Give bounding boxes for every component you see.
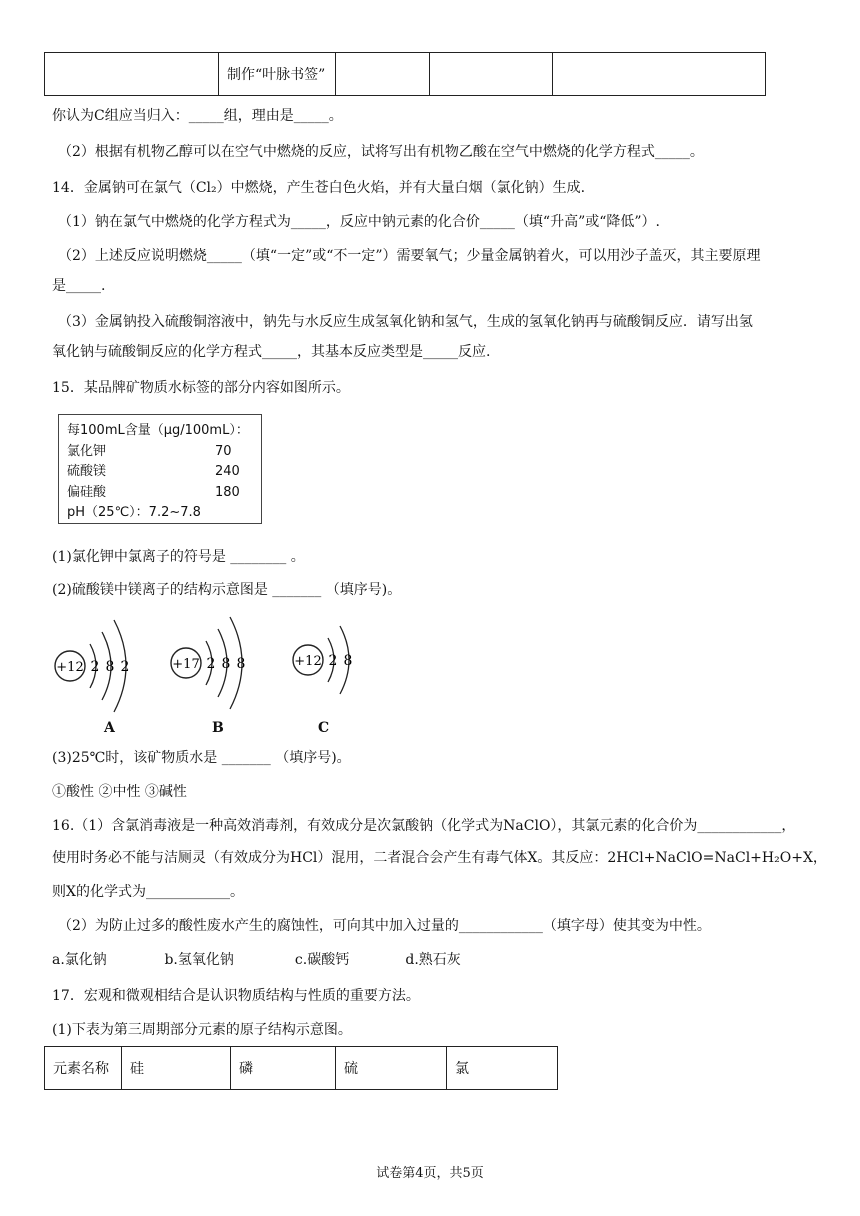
shell-electrons: 2 <box>328 653 338 669</box>
question-line: 氧化钠与硫酸铜反应的化学方程式_____，其基本反应类型是_____反应. <box>52 344 491 360</box>
option-b: b.氢氧化钠 <box>164 952 234 968</box>
label-header: 每100mL含量（μg/100mL）： <box>67 423 249 438</box>
label-item-value: 180 <box>215 484 240 500</box>
option-a: a.氯化钠 <box>52 952 107 968</box>
question-line: （1）钠在氯气中燃烧的化学方程式为_____，反应中钠元素的化合价_____（填“升高”或“降低”）. <box>58 214 660 230</box>
question-line: (1)下表为第三周期部分元素的原子结构示意图。 <box>52 1022 352 1038</box>
label-ph: pH（25℃）：7.2~7.8 <box>67 505 201 520</box>
top-table <box>44 52 766 96</box>
mineral-water-label <box>58 414 262 524</box>
shell-electrons: 2 <box>90 659 100 675</box>
question-16-line: 16.（1）含氯消毒液是一种高效消毒剂，有效成分是次氯酸钠（化学式为NaClO），其氯元素的化合价为____________， <box>52 818 796 834</box>
table-cell <box>430 53 553 96</box>
atom-label-a: A <box>104 720 115 736</box>
shell-electrons: 2 <box>120 659 130 675</box>
question-line: （2）根据有机物乙醇可以在空气中燃烧的反应，试将写出有机物乙酸在空气中燃烧的化学方程式_____。 <box>58 144 704 160</box>
shell-electrons: 8 <box>343 653 353 669</box>
atom-diagram-c <box>293 626 352 694</box>
table-cell: 元素名称 <box>45 1047 122 1090</box>
option-d: d.熟石灰 <box>405 952 461 968</box>
atom-diagram-b <box>171 617 245 709</box>
label-item-value: 240 <box>215 464 240 479</box>
table-cell: 制作“叶脉书签” <box>219 53 336 96</box>
nucleus-charge: +12 <box>294 654 322 669</box>
question-16-line: 使用时务必不能与洁厕灵（有效成分为HCl）混用，二者混合会产生有毒气体X。其反应：2HCl+NaClO=NaCl+H₂O+X， <box>52 850 827 866</box>
question-line: (2)硫酸镁中镁离子的结构示意图是 _______ （填序号)。 <box>52 582 402 598</box>
label-item <box>67 442 261 463</box>
question-17-title: 17．宏观和微观相结合是认识物质结构与性质的重要方法。 <box>52 988 420 1004</box>
label-item-value: 70 <box>215 443 232 459</box>
shell-electrons: 8 <box>236 656 246 672</box>
shell-electrons: 8 <box>221 656 231 672</box>
nucleus-charge: +17 <box>172 657 200 672</box>
question-16-line: （2）为防止过多的酸性废水产生的腐蚀性，可向其中加入过量的____________（填字母）使其变为中性。 <box>58 918 711 934</box>
element-table <box>44 1046 558 1090</box>
page-footer: 试卷第4页，共5页 <box>376 1166 484 1181</box>
table-row <box>45 1047 558 1090</box>
label-item-name: 硫酸镁 <box>67 464 107 479</box>
label-item-name: 氯化钾 <box>67 443 107 459</box>
question-15-title: 15．某品牌矿物质水标签的部分内容如图所示。 <box>52 380 350 396</box>
table-cell: 硫 <box>336 1047 447 1090</box>
question-14-title: 14．金属钠可在氯气（Cl₂）中燃烧，产生苍白色火焰，并有大量白烟（氯化钠）生成. <box>52 180 586 196</box>
table-cell <box>336 53 430 96</box>
question-line: （3）金属钠投入硫酸铜溶液中，钠先与水反应生成氢氧化钠和氢气，生成的氢氧化钠再与硫酸铜反应．请写出氢 <box>58 314 753 330</box>
label-item-name: 偏硅酸 <box>67 484 107 500</box>
table-cell <box>45 53 219 96</box>
question-options: ①酸性 ②中性 ③碱性 <box>52 784 187 800</box>
shell-electrons: 2 <box>206 656 216 672</box>
table-cell <box>553 53 766 96</box>
nucleus-charge: +12 <box>56 660 84 675</box>
question-line: （2）上述反应说明燃烧_____（填“一定”或“不一定”）需要氧气；少量金属钠着火，可以用沙子盖灭，其主要原理 <box>58 248 761 264</box>
question-line: (3)25℃时，该矿物质水是 _______ （填序号)。 <box>52 750 351 766</box>
question-16-options <box>52 950 461 970</box>
table-cell: 磷 <box>231 1047 336 1090</box>
label-item <box>67 483 261 504</box>
question-line: 你认为C组应当归入：_____组，理由是_____。 <box>52 108 343 124</box>
table-row <box>45 53 766 96</box>
table-cell: 硅 <box>122 1047 231 1090</box>
shell-electrons: 8 <box>105 659 115 675</box>
label-item <box>67 462 261 483</box>
atom-diagram-a <box>55 620 129 712</box>
question-16-line: 则X的化学式为____________。 <box>52 884 244 900</box>
atom-label-c: C <box>318 720 330 736</box>
question-line: (1)氯化钾中氯离子的符号是 ________ 。 <box>52 549 305 565</box>
table-cell: 氯 <box>447 1047 558 1090</box>
atom-structure-diagrams <box>40 610 420 740</box>
atom-label-b: B <box>212 720 224 736</box>
option-c: c.碳酸钙 <box>294 952 350 968</box>
question-line: 是_____. <box>52 278 106 294</box>
